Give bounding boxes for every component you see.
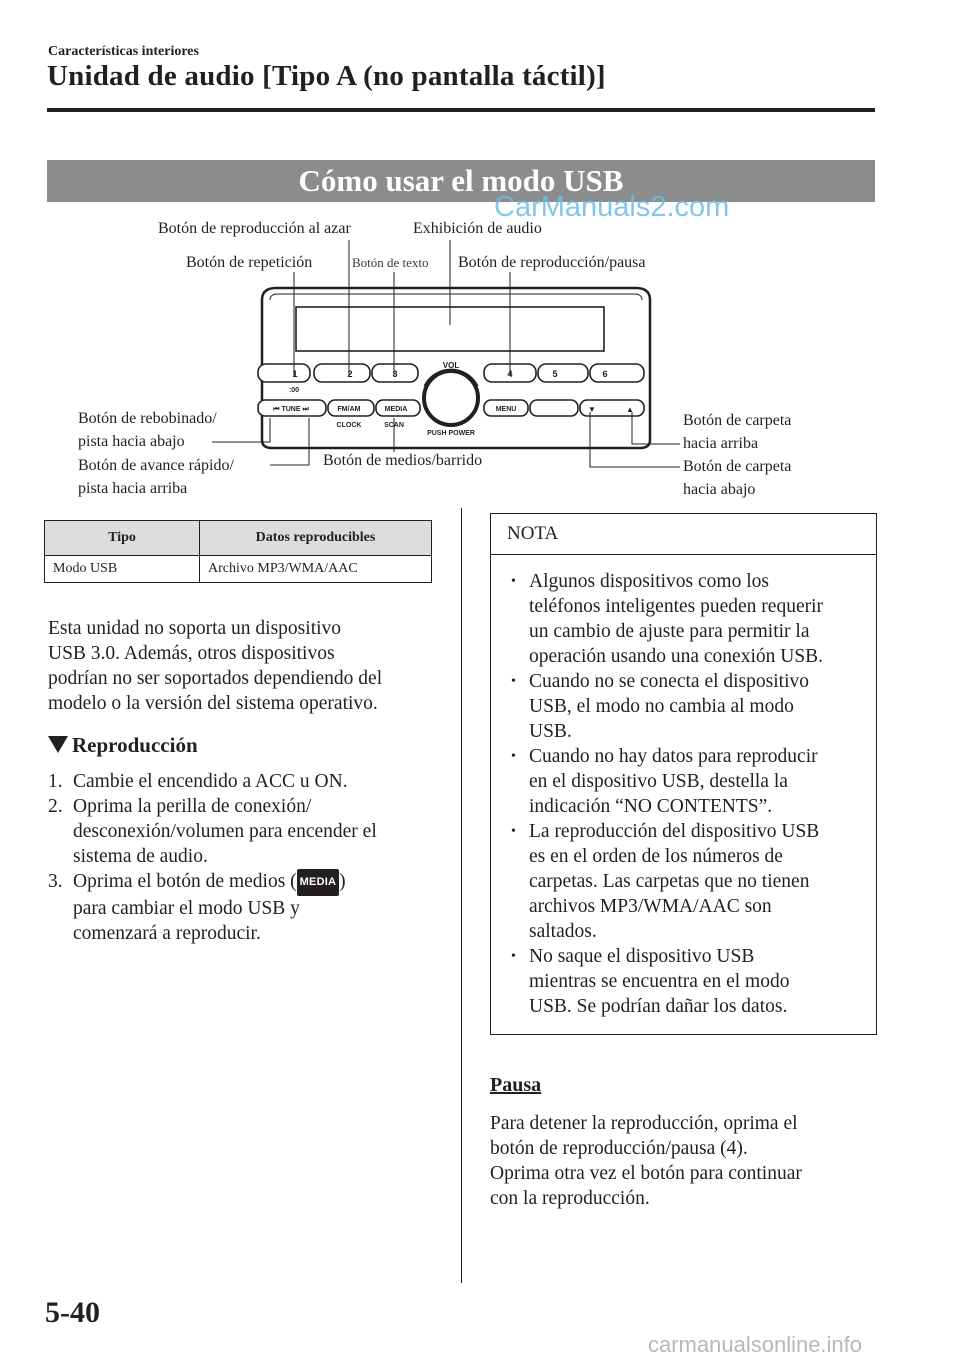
nota-line: • Cuando no hay datos para reproducir <box>529 746 818 767</box>
intro-line: Esta unidad no soporta un dispositivo <box>48 618 342 639</box>
nota-line: • La reproducción del dispositivo USB <box>529 821 820 842</box>
nota-line: saltados. <box>529 921 597 942</box>
playable-data-table <box>44 520 432 583</box>
panel-text-push-power: PUSH POWER <box>427 430 475 437</box>
label-ffwd-line1: Botón de avance rápido/ <box>78 457 234 474</box>
nota-line: un cambio de ajuste para permitir la <box>529 621 810 642</box>
panel-text-btn3: 3 <box>392 369 398 379</box>
preset-button-1 <box>258 364 310 382</box>
table-header-datos: Datos reproducibles <box>200 521 432 556</box>
section-banner: Cómo usar el modo USB <box>47 160 875 202</box>
label-play-pause-button: Botón de reproducción/pausa <box>458 254 646 271</box>
step-number: 3. <box>48 871 63 892</box>
nota-line: USB. Se podrían dañar los datos. <box>529 996 788 1017</box>
watermark-bottom: carmanualsonline.info <box>648 1332 863 1357</box>
step-line: desconexión/volumen para encender el <box>73 821 377 842</box>
intro-line: modelo o la versión del sistema operativo. <box>48 693 378 714</box>
nota-item <box>499 819 869 944</box>
panel-text-up-arrow: ▲ <box>626 405 634 414</box>
pausa-line: Oprima otra vez el botón para continuar <box>490 1163 802 1184</box>
step-item <box>48 769 448 794</box>
triangle-bullet-icon <box>48 736 68 753</box>
label-folder-up-line1: Botón de carpeta <box>683 412 792 429</box>
nota-line: indicación “NO CONTENTS”. <box>529 796 773 817</box>
preset-button-6 <box>590 364 644 382</box>
panel-text-btn1: 1 <box>292 369 298 379</box>
nota-line: USB. <box>529 721 572 742</box>
nota-line: teléfonos inteligentes pueden requerir <box>529 596 824 617</box>
pausa-heading: Pausa <box>490 1074 542 1096</box>
page-title: Unidad de audio [Tipo A (no pantalla táctil)] <box>47 60 606 92</box>
column-divider <box>461 508 462 1283</box>
nota-line: • Cuando no se conecta el dispositivo <box>529 671 809 692</box>
nota-line: archivos MP3/WMA/AAC son <box>529 896 772 917</box>
nota-line: carpetas. Las carpetas que no tienen <box>529 871 810 892</box>
panel-text-btn4: 4 <box>507 369 513 379</box>
label-ffwd-line2: pista hacia arriba <box>78 480 188 497</box>
nota-line: mientras se encuentra en el modo <box>529 971 790 992</box>
nota-item <box>499 944 869 1019</box>
table-cell: Modo USB <box>45 556 200 583</box>
panel-text-tune: ⏮ TUNE ⏭ <box>273 406 309 413</box>
nota-line: es en el orden de los números de <box>529 846 783 867</box>
step-line: Cambie el encendido a ACC u ON. <box>73 771 348 792</box>
step-line: Oprima la perilla de conexión/ <box>73 796 312 817</box>
nota-heading-text: NOTA <box>507 523 559 544</box>
label-repeat-button: Botón de repetición <box>186 254 313 271</box>
pausa-line: botón de reproducción/pausa (4). <box>490 1138 748 1159</box>
step-number: 2. <box>48 796 63 817</box>
panel-text-scan: SCAN <box>384 422 404 429</box>
panel-text-down-arrow: ▼ <box>588 405 596 414</box>
pausa-paragraph <box>490 1111 875 1211</box>
label-media-scan-button: Botón de medios/barrido <box>323 452 483 469</box>
step-item <box>48 869 448 946</box>
nota-item <box>499 569 869 669</box>
nota-line: operación usando una conexión USB. <box>529 646 824 667</box>
panel-text-sub1: :00 <box>288 387 300 394</box>
label-folder-up-line2: hacia arriba <box>683 435 759 452</box>
intro-line: USB 3.0. Además, otros dispositivos <box>48 643 335 664</box>
reproduccion-heading <box>48 733 198 758</box>
pausa-line: con la reproducción. <box>490 1188 650 1209</box>
step-number: 1. <box>48 771 63 792</box>
step-item <box>48 794 448 869</box>
page-number: 5-40 <box>45 1296 100 1329</box>
step-line <box>73 869 448 896</box>
panel-text-clock: CLOCK <box>336 422 362 429</box>
reproduccion-heading-text: Reproducción <box>72 733 198 757</box>
section-label: Características interiores <box>48 44 199 59</box>
panel-text-fmam: FM/AM <box>337 406 361 413</box>
table-header-tipo: Tipo <box>45 521 200 556</box>
preset-button-2 <box>314 364 370 382</box>
label-audio-display: Exhibición de audio <box>413 220 542 237</box>
panel-text-btn5: 5 <box>552 369 558 379</box>
nota-line: USB, el modo no cambia al modo <box>529 696 794 717</box>
intro-paragraph <box>48 616 448 716</box>
nota-item <box>499 744 869 819</box>
panel-text-media: MEDIA <box>384 406 408 413</box>
pausa-line: Para detener la reproducción, oprima el <box>490 1113 798 1134</box>
step-line: sistema de audio. <box>73 846 208 867</box>
panel-text-btn2: 2 <box>347 369 353 379</box>
label-text-button: Botón de texto <box>352 255 429 270</box>
blank-button <box>530 400 578 416</box>
media-icon: MEDIA <box>297 869 339 896</box>
step-line-pre: Oprima el botón de medios ( <box>73 871 297 892</box>
panel-text-btn6: 6 <box>602 369 608 379</box>
nota-list <box>499 569 869 1019</box>
panel-text-vol: VOL <box>442 361 460 370</box>
table-cell: Archivo MP3/WMA/AAC <box>200 556 432 583</box>
label-rewind-line1: Botón de rebobinado/ <box>78 410 217 427</box>
audio-unit-diagram <box>0 0 960 510</box>
step-line: comenzará a reproducir. <box>73 923 261 944</box>
table-row <box>45 556 432 583</box>
panel-text-menu: MENU <box>495 406 517 413</box>
label-rewind-line2: pista hacia abajo <box>78 433 185 450</box>
label-folder-down-line1: Botón de carpeta <box>683 458 792 475</box>
label-shuffle-button: Botón de reproducción al azar <box>158 220 351 237</box>
steps-list <box>48 769 448 946</box>
nota-heading <box>491 514 876 555</box>
nota-line: en el dispositivo USB, destella la <box>529 771 788 792</box>
step-line: para cambiar el modo USB y <box>73 898 300 919</box>
watermark-top: CarManuals2.com <box>494 191 730 223</box>
nota-item <box>499 669 869 744</box>
nota-line: • Algunos dispositivos como los <box>529 571 769 592</box>
volume-knob <box>424 371 478 425</box>
nota-box <box>490 513 877 1035</box>
intro-line: podrían no ser soportados dependiendo del <box>48 668 383 689</box>
nota-line: • No saque el dispositivo USB <box>529 946 755 967</box>
label-folder-down-line2: hacia abajo <box>683 481 756 498</box>
table-header-row <box>45 521 432 556</box>
preset-button-5 <box>538 364 588 382</box>
step-line-post: ) <box>339 871 346 892</box>
